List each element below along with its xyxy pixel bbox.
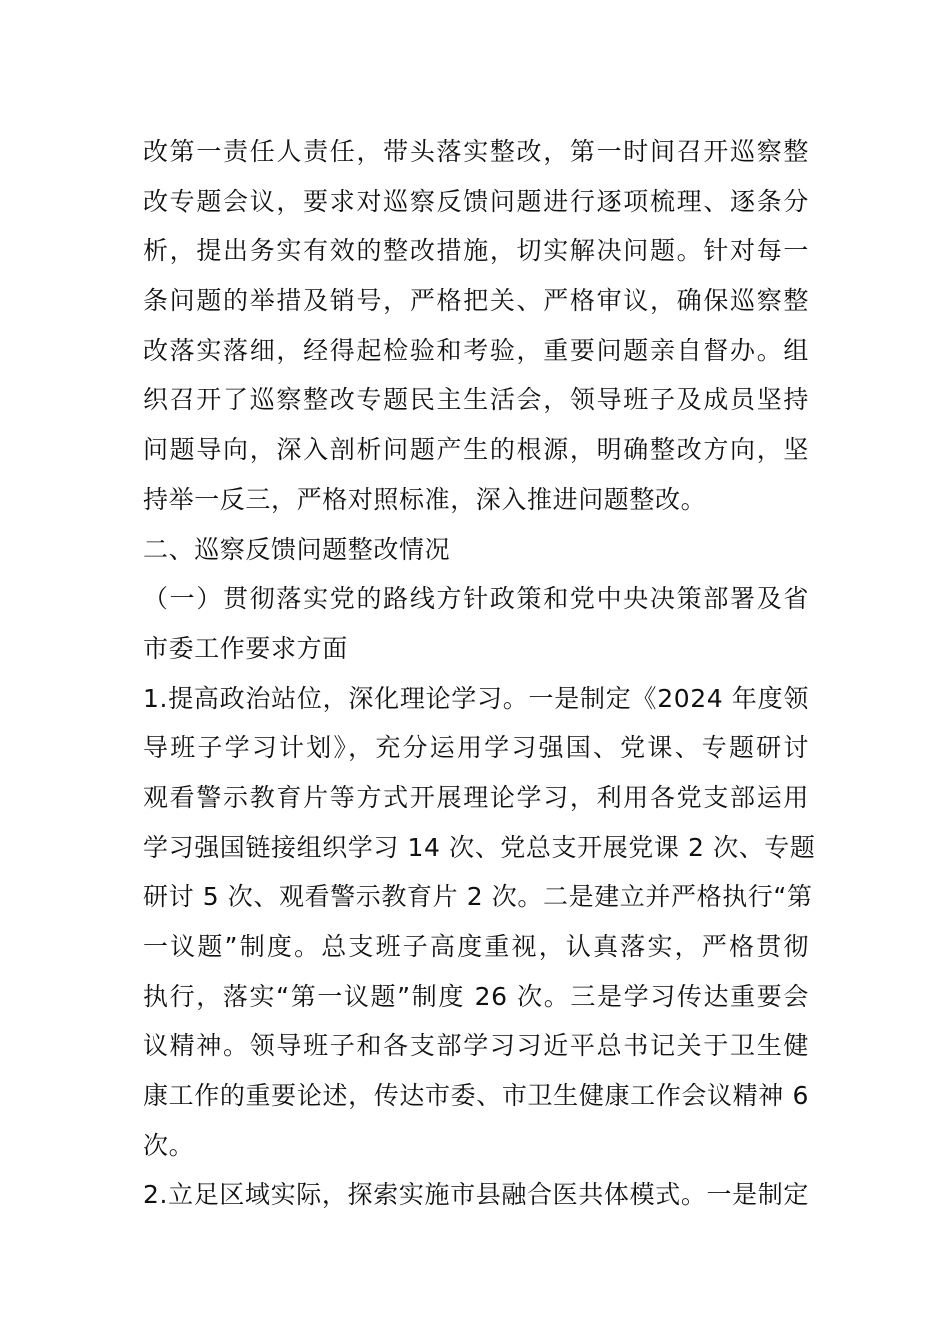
item-2-line: 2.立足区域实际，探索实施市县融合医共体模式。一是制定: [143, 1180, 809, 1210]
item-1-line: 1.提高政治站位，深化理论学习。一是制定《2024 年度领: [143, 683, 809, 713]
body-line: 改落实落细，经得起检验和考验，重要问题亲自督办。组: [143, 335, 809, 365]
body-line: 条问题的举措及销号，严格把关、严格审议，确保巡察整: [143, 286, 809, 316]
body-line: 改第一责任人责任，带头落实整改，第一时间召开巡察整: [143, 137, 809, 166]
item-1-line: 观看警示教育片等方式开展理论学习，利用各党支部运用: [143, 782, 809, 812]
body-line: 改专题会议，要求对巡察反馈问题进行逐项梳理、逐条分: [143, 186, 809, 216]
body-line: 织召开了巡察整改专题民主生活会，领导班子及成员坚持: [143, 385, 809, 415]
item-1-line: 执行，落实“第一议题”制度 26 次。三是学习传达重要会: [143, 981, 809, 1011]
item-1-line: 一议题”制度。总支班子高度重视，认真落实，严格贯彻: [143, 932, 809, 961]
body-line: 问题导向，深入剖析问题产生的根源，明确整改方向，坚: [143, 435, 809, 465]
document-body: [143, 127, 816, 1220]
item-1-line: 议精神。领导班子和各支部学习习近平总书记关于卫生健: [143, 1031, 809, 1061]
subsection-heading-line: （一）贯彻落实党的路线方针政策和党中央决策部署及省: [143, 584, 809, 614]
body-line: 析，提出务实有效的整改措施，切实解决问题。针对每一: [143, 236, 809, 266]
item-1-line: 导班子学习计划》，充分运用学习强国、党课、专题研讨: [143, 733, 809, 763]
subsection-heading-line-end: 市委工作要求方面: [143, 633, 348, 663]
item-1-line: 研讨 5 次、观看警示教育片 2 次。二是建立并严格执行“第: [143, 882, 813, 912]
item-1-line: 康工作的重要论述，传达市委、市卫生健康工作会议精神 6: [143, 1081, 809, 1111]
body-line-paragraph-end: 持举一反三，严格对照标准，深入推进问题整改。: [143, 484, 707, 514]
section-heading: 二、巡察反馈问题整改情况: [143, 534, 451, 564]
item-1-line-end: 次。: [143, 1130, 195, 1160]
item-1-line: 学习强国链接组织学习 14 次、党总支开展党课 2 次、专题: [143, 832, 816, 862]
